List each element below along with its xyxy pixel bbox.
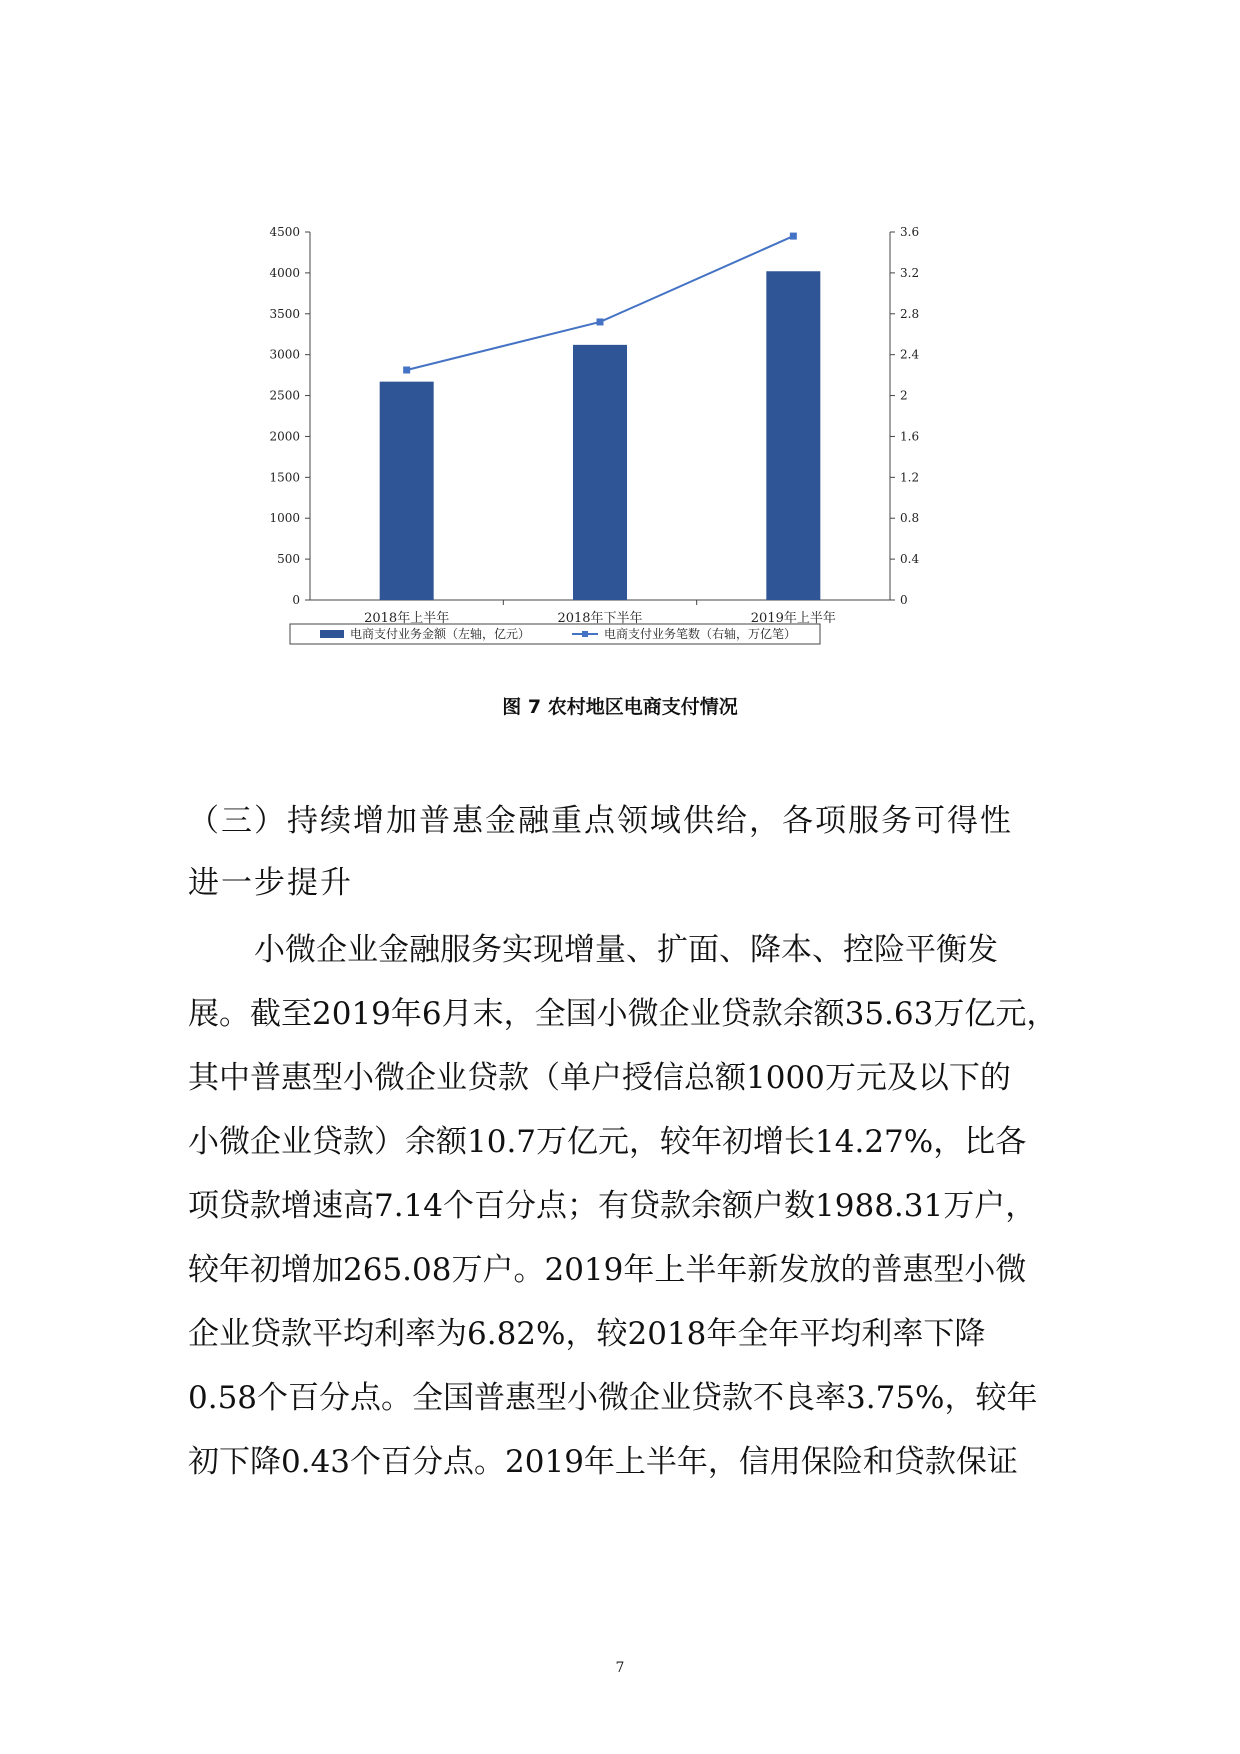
line-point [790,233,797,240]
y-right-tick-label: 0 [900,593,908,607]
y-left-tick-label: 3000 [269,347,300,362]
y-left-tick-label: 500 [277,552,300,567]
bar [573,345,627,600]
figure-caption: 图 7 农村地区电商支付情况 [502,696,738,718]
y-right-tick-label: 0.8 [900,511,920,526]
x-tick-label: 2018年上半年 [364,611,450,626]
paragraph-line: 展。截至2019年6月末，全国小微企业贷款余额35.63万亿元， [188,996,1058,1032]
paragraph-line: 较年初增加265.08万户。2019年上半年新发放的普惠型小微 [188,1252,1027,1288]
y-left-tick-label: 2000 [269,429,300,444]
y-right-tick-label: 1.6 [900,429,920,444]
legend-line-marker [582,631,588,637]
paragraph-line: 项贷款增速高7.14个百分点；有贷款余额户数1988.31万户， [188,1188,1037,1224]
y-left-tick-label: 1000 [269,511,300,526]
paragraph-line: 初下降0.43个百分点。2019年上半年，信用保险和贷款保证 [188,1444,1018,1480]
paragraph-line: 小微企业金融服务实现增量、扩面、降本、控险平衡发 [254,932,998,968]
x-tick-label: 2018年下半年 [557,611,643,626]
y-right-tick-label: 1.2 [900,470,920,485]
bar [766,271,820,600]
paragraph-line: 0.58个百分点。全国普惠型小微企业贷款不良率3.75%，较年 [188,1380,1038,1416]
bar [380,382,434,600]
y-right-tick-label: 3.6 [900,225,920,239]
line-point [597,318,604,325]
paragraph-line: 其中普惠型小微企业贷款（单户授信总额1000万元及以下的 [188,1060,1011,1096]
legend-bar-swatch [320,630,344,638]
y-left-tick-label: 4000 [269,265,300,280]
paragraph-line: 小微企业贷款）余额10.7万亿元，较年初增长14.27%，比各 [188,1124,1027,1160]
chart-svg [250,220,950,690]
section-heading-line-1: （三）持续增加普惠金融重点领域供给，各项服务可得性 [188,803,1013,839]
y-left-tick-label: 3500 [269,306,300,321]
y-left-tick-label: 4500 [269,225,300,239]
paragraph-line: 企业贷款平均利率为6.82%，较2018年全年平均利率下降 [188,1316,986,1352]
y-right-tick-label: 3.2 [900,265,920,280]
chart [250,220,950,690]
line-point [403,367,410,374]
legend-label-line: 电商支付业务笔数（右轴，万亿笔） [604,627,797,641]
section-heading-line-2: 进一步提升 [188,865,353,901]
y-right-tick-label: 2 [900,388,908,403]
y-right-tick-label: 2.8 [900,306,920,321]
x-tick-label: 2019年上半年 [750,611,836,626]
y-right-tick-label: 0.4 [900,552,920,567]
y-right-tick-label: 2.4 [900,347,920,362]
y-left-tick-label: 2500 [269,388,300,403]
page-number: 7 [615,1660,625,1676]
y-left-tick-label: 1500 [269,470,300,485]
y-left-tick-label: 0 [292,593,300,607]
legend-label-bar: 电商支付业务金额（左轴，亿元） [350,627,531,641]
